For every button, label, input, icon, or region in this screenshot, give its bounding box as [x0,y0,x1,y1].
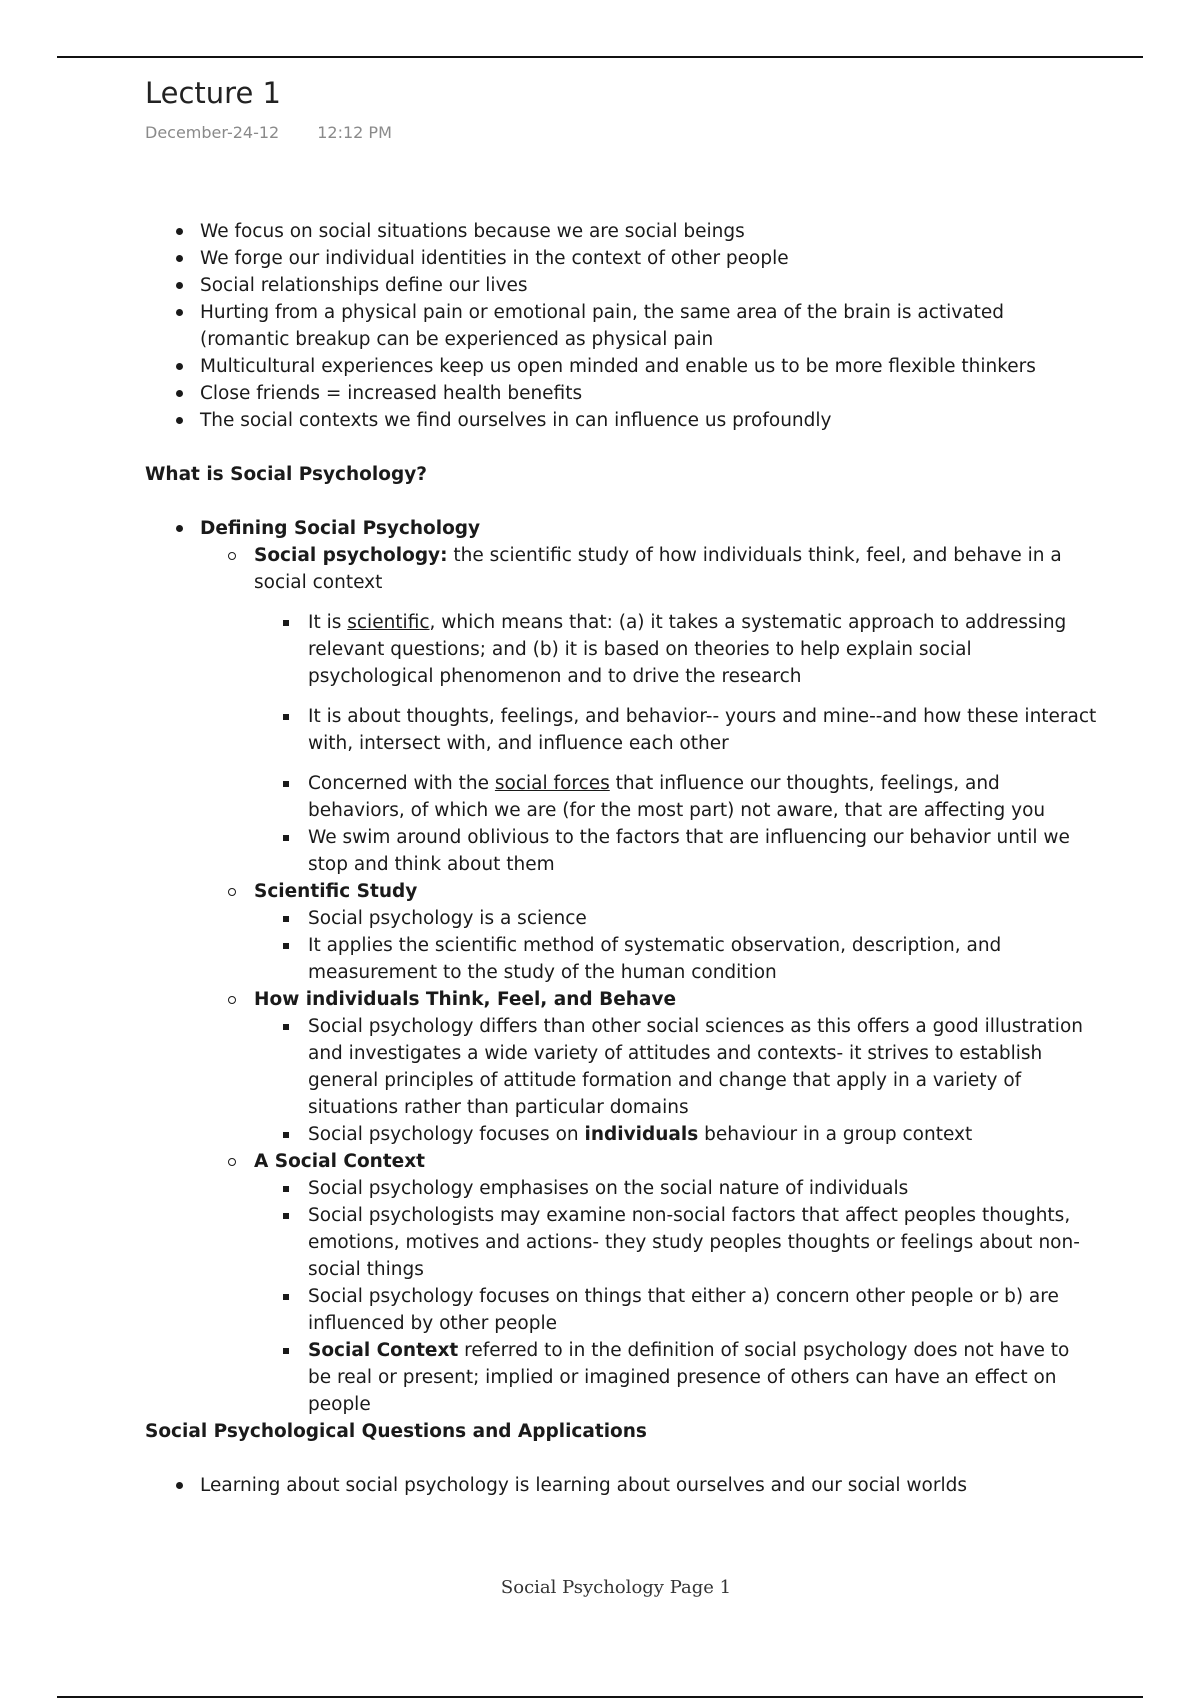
circle-bullet-icon [228,996,236,1004]
bullet-icon [176,282,183,289]
square-bullet-icon [283,1024,289,1030]
page-title: Lecture 1 [145,76,281,110]
square-bullet-icon [283,835,289,841]
list-item: Social psychology emphasises on the social nature of individuals [308,1175,1098,1202]
page-time: 12:12 PM [317,123,392,142]
bullet-icon [176,390,183,397]
square-bullet-icon [283,916,289,922]
list-item: Learning about social psychology is learning about ourselves and our social worlds [200,1472,1080,1499]
list-item: It is scientific, which means that: (a) it takes a systematic approach to addressing relevant questions; and (b) it is based on theories to help explain social psychological phenomenon and to drive the research [308,609,1098,690]
list-item: Concerned with the social forces that influence our thoughts, feelings, and behaviors, of which we are (for the most part) not aware, that are affecting you [308,770,1098,824]
list-item: Social relationships define our lives [200,272,1080,299]
list-item: Social psychology differs than other social sciences as this offers a good illustration and investigates a wide variety of attitudes and contexts- it strives to establish general principles of attitude formation and change that apply in a variety of situations rather than particular domains [308,1013,1098,1121]
list-item: Defining Social Psychology [200,515,1080,542]
circle-bullet-icon [228,888,236,896]
bullet-icon [176,309,183,316]
list-item: It applies the scientific method of systematic observation, description, and measurement to the study of the human condition [308,932,1098,986]
list-item: Multicultural experiences keep us open minded and enable us to be more flexible thinkers [200,353,1080,380]
bullet-icon [176,417,183,424]
circle-bullet-icon [228,1158,236,1166]
page-meta [145,123,392,142]
square-bullet-icon [283,1132,289,1138]
list-item: Social psychology focuses on individuals behaviour in a group context [308,1121,1098,1148]
bullet-icon [176,363,183,370]
page-footer: Social Psychology Page 1 [500,1577,732,1598]
square-bullet-icon [283,620,289,626]
square-bullet-icon [283,1348,289,1354]
list-item: Close friends = increased health benefits [200,380,1080,407]
list-item: Scientific Study [254,878,1104,905]
list-item: We swim around oblivious to the factors that are influencing our behavior until we stop and think about them [308,824,1098,878]
bullet-icon [176,255,183,262]
list-item: We focus on social situations because we are social beings [200,218,1080,245]
circle-bullet-icon [228,552,236,560]
list-item: The social contexts we find ourselves in can influence us profoundly [200,407,1080,434]
list-item: Hurting from a physical pain or emotional pain, the same area of the brain is activated (romantic breakup can be experienced as physical pain [200,299,1080,353]
square-bullet-icon [283,714,289,720]
list-item: How individuals Think, Feel, and Behave [254,986,1104,1013]
list-item: Social psychology focuses on things that either a) concern other people or b) are influenced by other people [308,1283,1098,1337]
list-item: It is about thoughts, feelings, and behavior-- yours and mine--and how these interact with, intersect with, and influence each other [308,703,1098,757]
list-item: Social Context referred to in the definition of social psychology does not have to be real or present; implied or imagined presence of others can have an effect on people [308,1337,1098,1418]
list-item: Social psychology is a science [308,905,1098,932]
square-bullet-icon [283,1213,289,1219]
list-item: We forge our individual identities in the context of other people [200,245,1080,272]
bullet-icon [176,228,183,235]
list-item: Social psychology: the scientific study of how individuals think, feel, and behave in a social context [254,542,1104,596]
square-bullet-icon [283,1294,289,1300]
section-heading: Social Psychological Questions and Applications [145,1421,647,1442]
bullet-icon [176,1482,183,1489]
square-bullet-icon [283,1186,289,1192]
list-item: A Social Context [254,1148,1104,1175]
page-date: December-24-12 [145,123,280,142]
section-heading: What is Social Psychology? [145,464,427,485]
square-bullet-icon [283,943,289,949]
list-item: Social psychologists may examine non-social factors that affect peoples thoughts, emotions, motives and actions- they study peoples thoughts or feelings about non-social things [308,1202,1098,1283]
bottom-rule [57,1696,1143,1698]
top-rule [57,56,1143,58]
bullet-icon [176,525,183,532]
square-bullet-icon [283,781,289,787]
